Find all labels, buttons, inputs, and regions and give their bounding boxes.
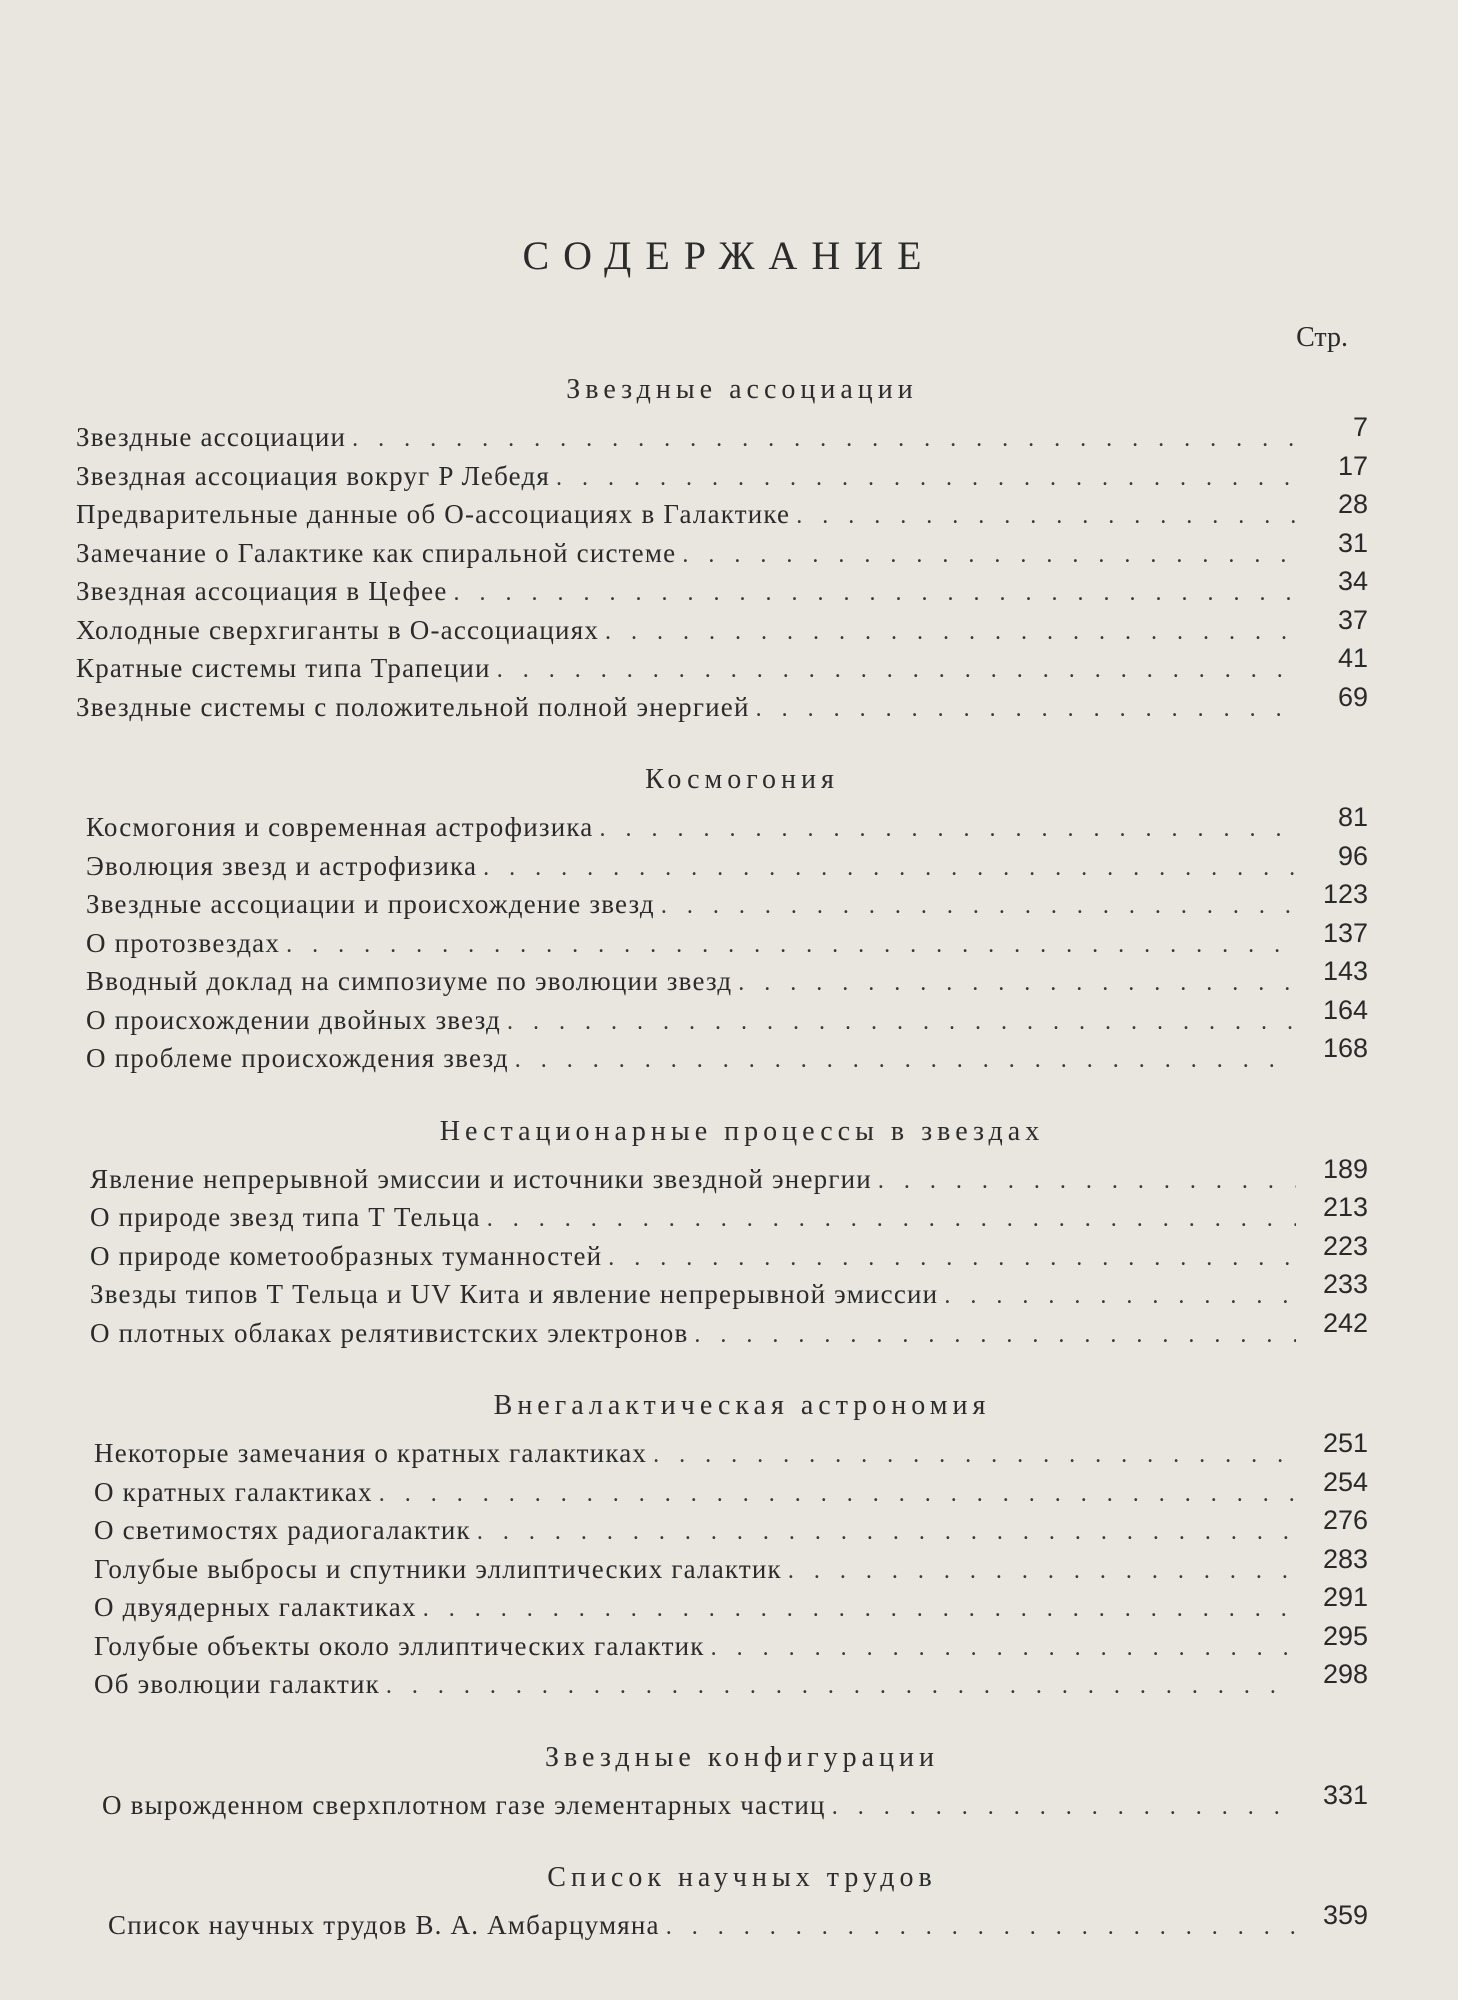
entry-page: 137: [1322, 917, 1368, 948]
entry-title: Звездная ассоциация в Цефее: [76, 576, 448, 606]
section-title: Внегалактическая астрономия: [493, 1390, 991, 1421]
toc-entry: [76, 1900, 1368, 1945]
entry-title: О двуядерных галактиках: [94, 1592, 417, 1622]
dot-leader: [477, 1513, 1296, 1552]
toc-entry: [76, 450, 1368, 496]
entry-title: Космогония и современная астрофизика: [86, 812, 594, 842]
entry-page: 69: [1337, 681, 1368, 712]
entry-title: Эволюция звезд и астрофизика: [86, 850, 478, 881]
entry-title: Звезды типов Т Тельца и UV Кита и явление непрерывной эмиссии: [90, 1279, 939, 1309]
entry-title: О природе кометообразных туманностей: [90, 1240, 603, 1271]
entry-page: 28: [1337, 489, 1368, 519]
dot-leader: [286, 926, 1296, 965]
entry-title: Голубые объекты около эллиптических галактик: [94, 1630, 705, 1661]
dot-leader: [788, 1552, 1296, 1591]
toc-entry: [76, 1153, 1368, 1199]
entry-title: Звездные ассоциации: [76, 422, 347, 452]
entry-title: О природе звезд типа Т Тельца: [90, 1202, 481, 1232]
dot-leader: [556, 459, 1296, 498]
toc-entry: [76, 1033, 1368, 1078]
entry-page: 223: [1322, 1230, 1368, 1261]
toc-entry: [76, 1659, 1368, 1704]
toc-entry: [76, 604, 1368, 650]
toc-entry: [76, 681, 1368, 727]
entry-page: 34: [1337, 566, 1368, 596]
entry-page: 283: [1322, 1543, 1368, 1574]
dot-leader: [599, 810, 1296, 849]
toc-entry: [76, 1620, 1368, 1666]
toc-entry: [76, 1543, 1368, 1589]
dot-leader: [661, 887, 1296, 926]
entry-title: О протозвездах: [86, 927, 281, 958]
dot-leader: [653, 1436, 1296, 1475]
dot-leader: [711, 1629, 1296, 1668]
toc-entry: [76, 1192, 1368, 1237]
section-title: Список научных трудов: [547, 1862, 937, 1893]
toc-entry: [76, 1269, 1368, 1314]
entry-title: Звездные системы с положительной полной энергией: [76, 691, 750, 722]
toc-entry: [76, 566, 1368, 611]
toc-entry: [76, 412, 1368, 457]
toc-entry: [76, 1230, 1368, 1276]
toc-entry: [76, 956, 1368, 1001]
entry-title: О проблеме происхождения звезд: [86, 1043, 509, 1073]
toc-entry: [76, 994, 1368, 1040]
entry-page: 31: [1337, 527, 1368, 558]
toc-entry: [76, 1466, 1368, 1512]
toc-entry: [76, 527, 1368, 573]
entry-title: Список научных трудов В. А. Амбарцумяна: [108, 1910, 660, 1940]
dot-leader: [832, 1788, 1296, 1827]
dot-leader: [352, 420, 1296, 459]
entry-page: 295: [1322, 1620, 1368, 1651]
table-of-contents: [76, 362, 1368, 1945]
entry-title: О кратных галактиках: [94, 1476, 373, 1507]
dot-leader: [423, 1590, 1296, 1629]
entry-page: 233: [1322, 1269, 1368, 1299]
dot-leader: [497, 651, 1296, 690]
entry-page: 189: [1322, 1153, 1368, 1184]
page-column-header: Стр.: [1296, 322, 1348, 353]
entry-title: Замечание о Галактике как спиральной системе: [76, 537, 677, 568]
dot-leader: [608, 1239, 1296, 1278]
entry-page: 291: [1322, 1582, 1368, 1612]
dot-leader: [454, 574, 1296, 613]
dot-leader: [515, 1041, 1296, 1080]
dot-leader: [379, 1475, 1296, 1514]
dot-leader: [796, 497, 1296, 536]
dot-leader: [878, 1162, 1296, 1201]
section-title: Космогония: [645, 764, 839, 795]
entry-page: 168: [1322, 1033, 1368, 1063]
entry-title: О происхождении двойных звезд: [86, 1004, 501, 1035]
entry-page: 298: [1322, 1659, 1368, 1689]
dot-leader: [694, 1316, 1296, 1355]
entry-title: Вводный доклад на симпозиуме по эволюции звезд: [86, 966, 733, 996]
toc-entry: [76, 879, 1368, 924]
toc-entry: [76, 1505, 1368, 1550]
dot-leader: [507, 1003, 1296, 1042]
toc-entry: [76, 1428, 1368, 1473]
toc-section: [76, 752, 1368, 1078]
dot-leader: [682, 536, 1296, 575]
dot-leader: [756, 690, 1296, 729]
entry-page: 251: [1322, 1428, 1368, 1458]
entry-page: 164: [1322, 994, 1368, 1025]
entry-title: Голубые выбросы и спутники эллиптических галактик: [94, 1553, 782, 1584]
toc-section: [76, 362, 1368, 726]
entry-page: 7: [1352, 412, 1368, 442]
entry-page: 242: [1322, 1307, 1368, 1338]
entry-title: Явление непрерывной эмиссии и источники звездной энергии: [90, 1163, 872, 1194]
dot-leader: [386, 1667, 1296, 1706]
entry-title: О плотных облаках релятивистских электронов: [90, 1317, 689, 1348]
entry-title: Звездная ассоциация вокруг P Лебедя: [76, 460, 551, 491]
dot-leader: [487, 1200, 1296, 1239]
dot-leader: [738, 964, 1296, 1003]
toc-entry: [76, 1582, 1368, 1627]
entry-page: 254: [1322, 1466, 1368, 1497]
section-title: Звездные конфигурации: [544, 1741, 940, 1773]
entry-page: 37: [1337, 604, 1368, 635]
toc-entry: [76, 1779, 1368, 1825]
entry-page: 123: [1322, 879, 1368, 909]
entry-title: Звездные ассоциации и происхождение звезд: [86, 889, 655, 919]
entry-title: Кратные системы типа Трапеции: [76, 653, 491, 683]
entry-page: 17: [1337, 450, 1368, 481]
toc-section: [76, 1850, 1368, 1945]
entry-title: Об эволюции галактик: [94, 1669, 380, 1699]
section-title: Звездные ассоциации: [566, 374, 918, 405]
toc-entry: [76, 917, 1368, 963]
toc-entry: [76, 489, 1368, 534]
toc-section: [76, 1104, 1368, 1353]
entry-title: Предварительные данные об О-ассоциациях в Галактике: [76, 499, 791, 529]
toc-section: [76, 1378, 1368, 1704]
dot-leader: [666, 1908, 1296, 1947]
entry-page: 41: [1337, 643, 1368, 673]
dot-leader: [605, 613, 1296, 652]
toc-entry: [76, 802, 1368, 847]
entry-page: 276: [1322, 1505, 1368, 1535]
toc-entry: [76, 840, 1368, 886]
section-title: Нестационарные процессы в звездах: [439, 1115, 1045, 1147]
entry-title: О вырожденном сверхплотном газе элементарных частиц: [102, 1789, 826, 1820]
toc-section: [76, 1730, 1368, 1825]
dot-leader: [944, 1277, 1296, 1316]
entry-page: 213: [1322, 1192, 1368, 1222]
toc-entry: [76, 643, 1368, 688]
toc-entry: [76, 1307, 1368, 1353]
entry-title: Некоторые замечания о кратных галактиках: [94, 1438, 648, 1468]
entry-page: 81: [1337, 802, 1368, 832]
entry-title: О светимостях радиогалактик: [94, 1515, 471, 1545]
entry-page: 96: [1337, 840, 1368, 871]
entry-page: 359: [1322, 1900, 1368, 1930]
entry-title: Холодные сверхгиганты в О-ассоциациях: [76, 614, 600, 645]
entry-page: 143: [1322, 956, 1368, 986]
entry-page: 331: [1322, 1779, 1368, 1810]
page-title: СОДЕРЖАНИЕ: [522, 233, 936, 278]
dot-leader: [483, 849, 1296, 888]
